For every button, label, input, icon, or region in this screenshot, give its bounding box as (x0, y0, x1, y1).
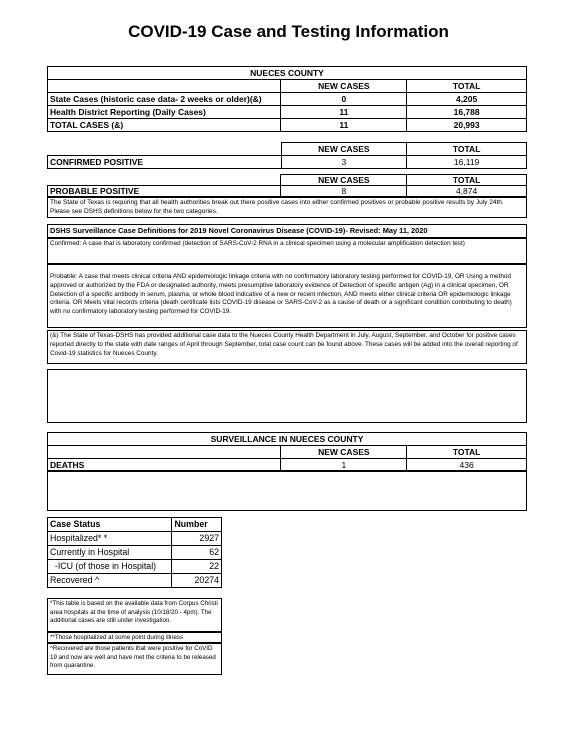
row-total: 4,205 (407, 93, 527, 106)
blank-cell (48, 446, 281, 459)
col-total: TOTAL (407, 175, 527, 186)
table-row (48, 574, 222, 588)
status-value: 2927 (172, 532, 222, 546)
row-new: 0 (281, 93, 407, 106)
row-label: Health District Reporting (Daily Cases) (48, 106, 281, 119)
col-case-status: Case Status (48, 518, 172, 532)
col-number: Number (172, 518, 222, 532)
page-title: COVID-19 Case and Testing Information (128, 22, 449, 41)
confirmed-label: CONFIRMED POSITIVE (48, 156, 282, 169)
empty-box (47, 369, 527, 423)
surveillance-table (47, 432, 527, 472)
status-label: Recovered ^ (48, 574, 172, 588)
table-row (48, 560, 222, 574)
deaths-new: 1 (281, 459, 407, 472)
confirmed-table (47, 142, 527, 169)
empty-box (47, 470, 527, 511)
row-total: 20,993 (407, 119, 527, 132)
row-label: TOTAL CASES (&) (48, 119, 281, 132)
col-total: TOTAL (407, 446, 527, 459)
status-value: 20274 (172, 574, 222, 588)
row-label: State Cases (historic case data- 2 weeks or older)(&) (48, 93, 281, 106)
definitions-heading-box (47, 224, 527, 238)
probable-table (47, 174, 527, 197)
row-new: 11 (281, 119, 407, 132)
status-label: -ICU (of those in Hospital) (48, 560, 172, 574)
deaths-total: 436 (407, 459, 527, 472)
probable-label: PROBABLE POSITIVE (48, 186, 281, 197)
col-new-cases: NEW CASES (281, 143, 407, 156)
county-cases-table (47, 66, 527, 132)
confirmed-definition: Confirmed: A case that is laboratory confirmed (detection of SARS-CoV-2 RNA in a clinical specimen using a molecular amplification detection test) (47, 238, 527, 264)
recovered-note: ^Recovered are those patients that were positive for CoVID 19 and now are well and have met the criteria to be released from quarantine. (47, 643, 222, 675)
county-header: NUECES COUNTY (48, 67, 527, 80)
blank-cell (48, 80, 281, 93)
status-label: Currently in Hospital (48, 546, 172, 560)
col-total: TOTAL (407, 143, 527, 156)
col-new-cases: NEW CASES (281, 80, 407, 93)
case-status-table (47, 517, 222, 588)
ampersand-note: (&) The State of Texas-DSHS has provided additional case data to the Nueces County Health Department in July, August, September, and October for positive cases reported directly to the state with date ranges of April through September, total case count can be found above. These cases will be added into the overall reporting of Covid-19 statistics for Nueces County. (47, 330, 527, 364)
status-value: 22 (172, 560, 222, 574)
probable-total: 4,874 (407, 186, 527, 197)
row-new: 11 (281, 106, 407, 119)
col-total: TOTAL (407, 80, 527, 93)
table-row (48, 186, 527, 197)
blank-cell (48, 143, 282, 156)
table-row (48, 93, 527, 106)
table-row (48, 106, 527, 119)
hospitalized-note: **Those hospitalized at some point during illness (47, 632, 222, 643)
confirmed-new: 3 (281, 156, 407, 169)
table-row (48, 532, 222, 546)
blank-cell (48, 175, 281, 186)
definitions-heading: DSHS Surveillance Case Definitions for 2019 Novel Coronavirus Disease (COVID-19)- Revised: May 11, 2020 (50, 226, 428, 235)
hospital-data-note: *This table is based on the available data from Corpus Christi area hospitals at the time of analysis (10/18/20 - 4pm). The additional cases are still under investigation. (47, 598, 222, 632)
confirmed-total: 16,119 (407, 156, 527, 169)
status-value: 62 (172, 546, 222, 560)
col-new-cases: NEW CASES (281, 175, 407, 186)
surveillance-header: SURVEILLANCE IN NUECES COUNTY (48, 433, 527, 446)
table-row (48, 119, 527, 132)
row-total: 16,788 (407, 106, 527, 119)
probable-definition: Probable: A case that meets clinical criteria AND epidemiologic linkage criteria with no confirmatory laboratory testing performed for COVID-19, OR Using a method approved or authorized by the FDA or designated authority, meets presumptive laboratory evidence of Detection of specific antigen (Ag) in a clinical specimen, OR Detection of a specific antibody in serum, plasma, or whole blood indicative of a new or recent infection, AND meets either clinical criteria OR epidemiologic linkage criteria. OR Meets vital records criteria (death certificate lists COVID-19 disease or SARS-CoV-2 as a cause of death or a significant condition contributing to death) with no confirmatory laboratory testing performed for COVID-19. (47, 264, 527, 328)
table-row (48, 546, 222, 560)
status-label: Hospitalized* * (48, 532, 172, 546)
probable-new: 8 (281, 186, 407, 197)
deaths-label: DEATHS (48, 459, 281, 472)
state-requirement-note: The State of Texas is requiring that all health authorities break out there positive cases into either confirmed positives or probable positive results by July 24th. Please see DSHS definitions below for the two categories. (47, 197, 527, 218)
table-row (48, 156, 527, 169)
col-new-cases: NEW CASES (281, 446, 407, 459)
